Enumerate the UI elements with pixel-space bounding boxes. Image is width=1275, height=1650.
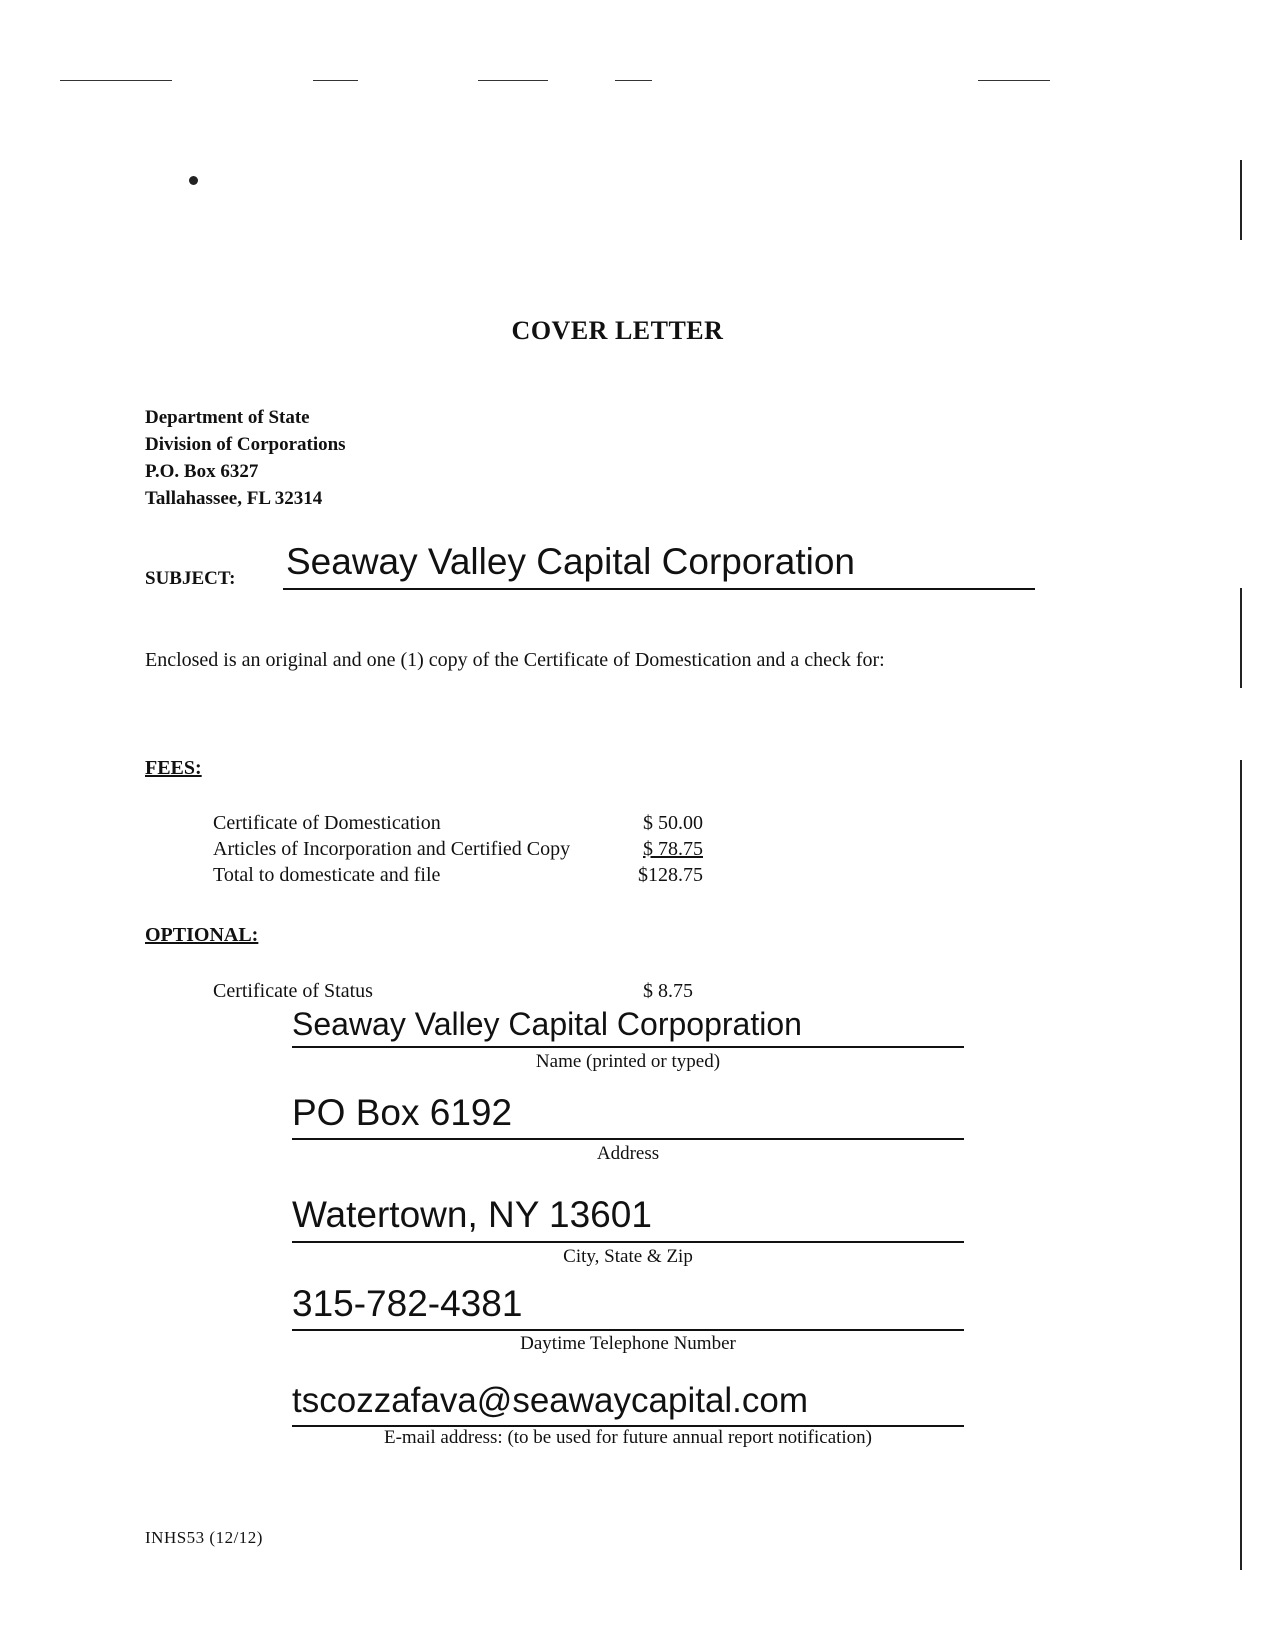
city-value: Watertown, NY 13601 <box>292 1194 652 1235</box>
phone-value: 315-782-4381 <box>292 1283 523 1324</box>
fee-amount: $ 78.75 <box>643 838 703 860</box>
address-value: PO Box 6192 <box>292 1092 513 1133</box>
scan-artifact <box>478 80 548 81</box>
recipient-line: Division of Corporations <box>145 434 346 455</box>
subject-label: SUBJECT: <box>145 568 236 589</box>
phone-underline <box>292 1329 964 1331</box>
address-underline <box>292 1138 964 1140</box>
fee-label: Articles of Incorporation and Certified Copy <box>213 838 571 860</box>
optional-heading: OPTIONAL: <box>145 924 259 946</box>
fee-total-row <box>213 864 703 891</box>
fee-row <box>213 838 703 865</box>
subject-value: Seaway Valley Capital Corporation <box>286 541 856 582</box>
optional-row <box>213 980 693 1007</box>
form-code: INHS53 (12/12) <box>145 1528 263 1547</box>
city-underline <box>292 1241 964 1243</box>
city-label: City, State & Zip <box>563 1246 693 1267</box>
name-value: Seaway Valley Capital Corpopration <box>292 1006 802 1042</box>
fee-label: Certificate of Domestication <box>213 812 441 834</box>
scan-artifact <box>60 80 172 81</box>
fees-heading: FEES: <box>145 757 202 779</box>
scan-artifact <box>313 80 358 81</box>
recipient-line: Department of State <box>145 407 310 428</box>
optional-amount: $ 8.75 <box>643 980 693 1002</box>
email-value: tscozzafava@seawaycapital.com <box>292 1381 809 1420</box>
subject-underline <box>283 588 1035 590</box>
fee-amount: $ 50.00 <box>643 812 703 834</box>
enclosed-text: Enclosed is an original and one (1) copy of the Certificate of Domestication and a check for: <box>145 649 885 671</box>
scan-artifact <box>189 176 198 185</box>
phone-label: Daytime Telephone Number <box>520 1333 736 1354</box>
fee-amount: $128.75 <box>638 864 703 886</box>
page-title: COVER LETTER <box>511 316 724 345</box>
recipient-line: P.O. Box 6327 <box>145 461 259 482</box>
scan-artifact <box>615 80 652 81</box>
name-underline <box>292 1046 964 1048</box>
page-edge-line <box>1240 588 1242 688</box>
page-edge-line <box>1240 760 1242 1570</box>
email-label: E-mail address: (to be used for future annual report notification) <box>383 1427 873 1448</box>
recipient-line: Tallahassee, FL 32314 <box>145 488 323 509</box>
name-label: Name (printed or typed) <box>535 1051 721 1072</box>
optional-label: Certificate of Status <box>213 980 373 1002</box>
fee-row <box>213 812 703 839</box>
page-edge-line <box>1240 160 1242 240</box>
recipient-address <box>145 404 346 512</box>
fee-label: Total to domesticate and file <box>213 864 441 886</box>
address-label: Address <box>596 1143 660 1164</box>
scan-artifact <box>978 80 1050 81</box>
